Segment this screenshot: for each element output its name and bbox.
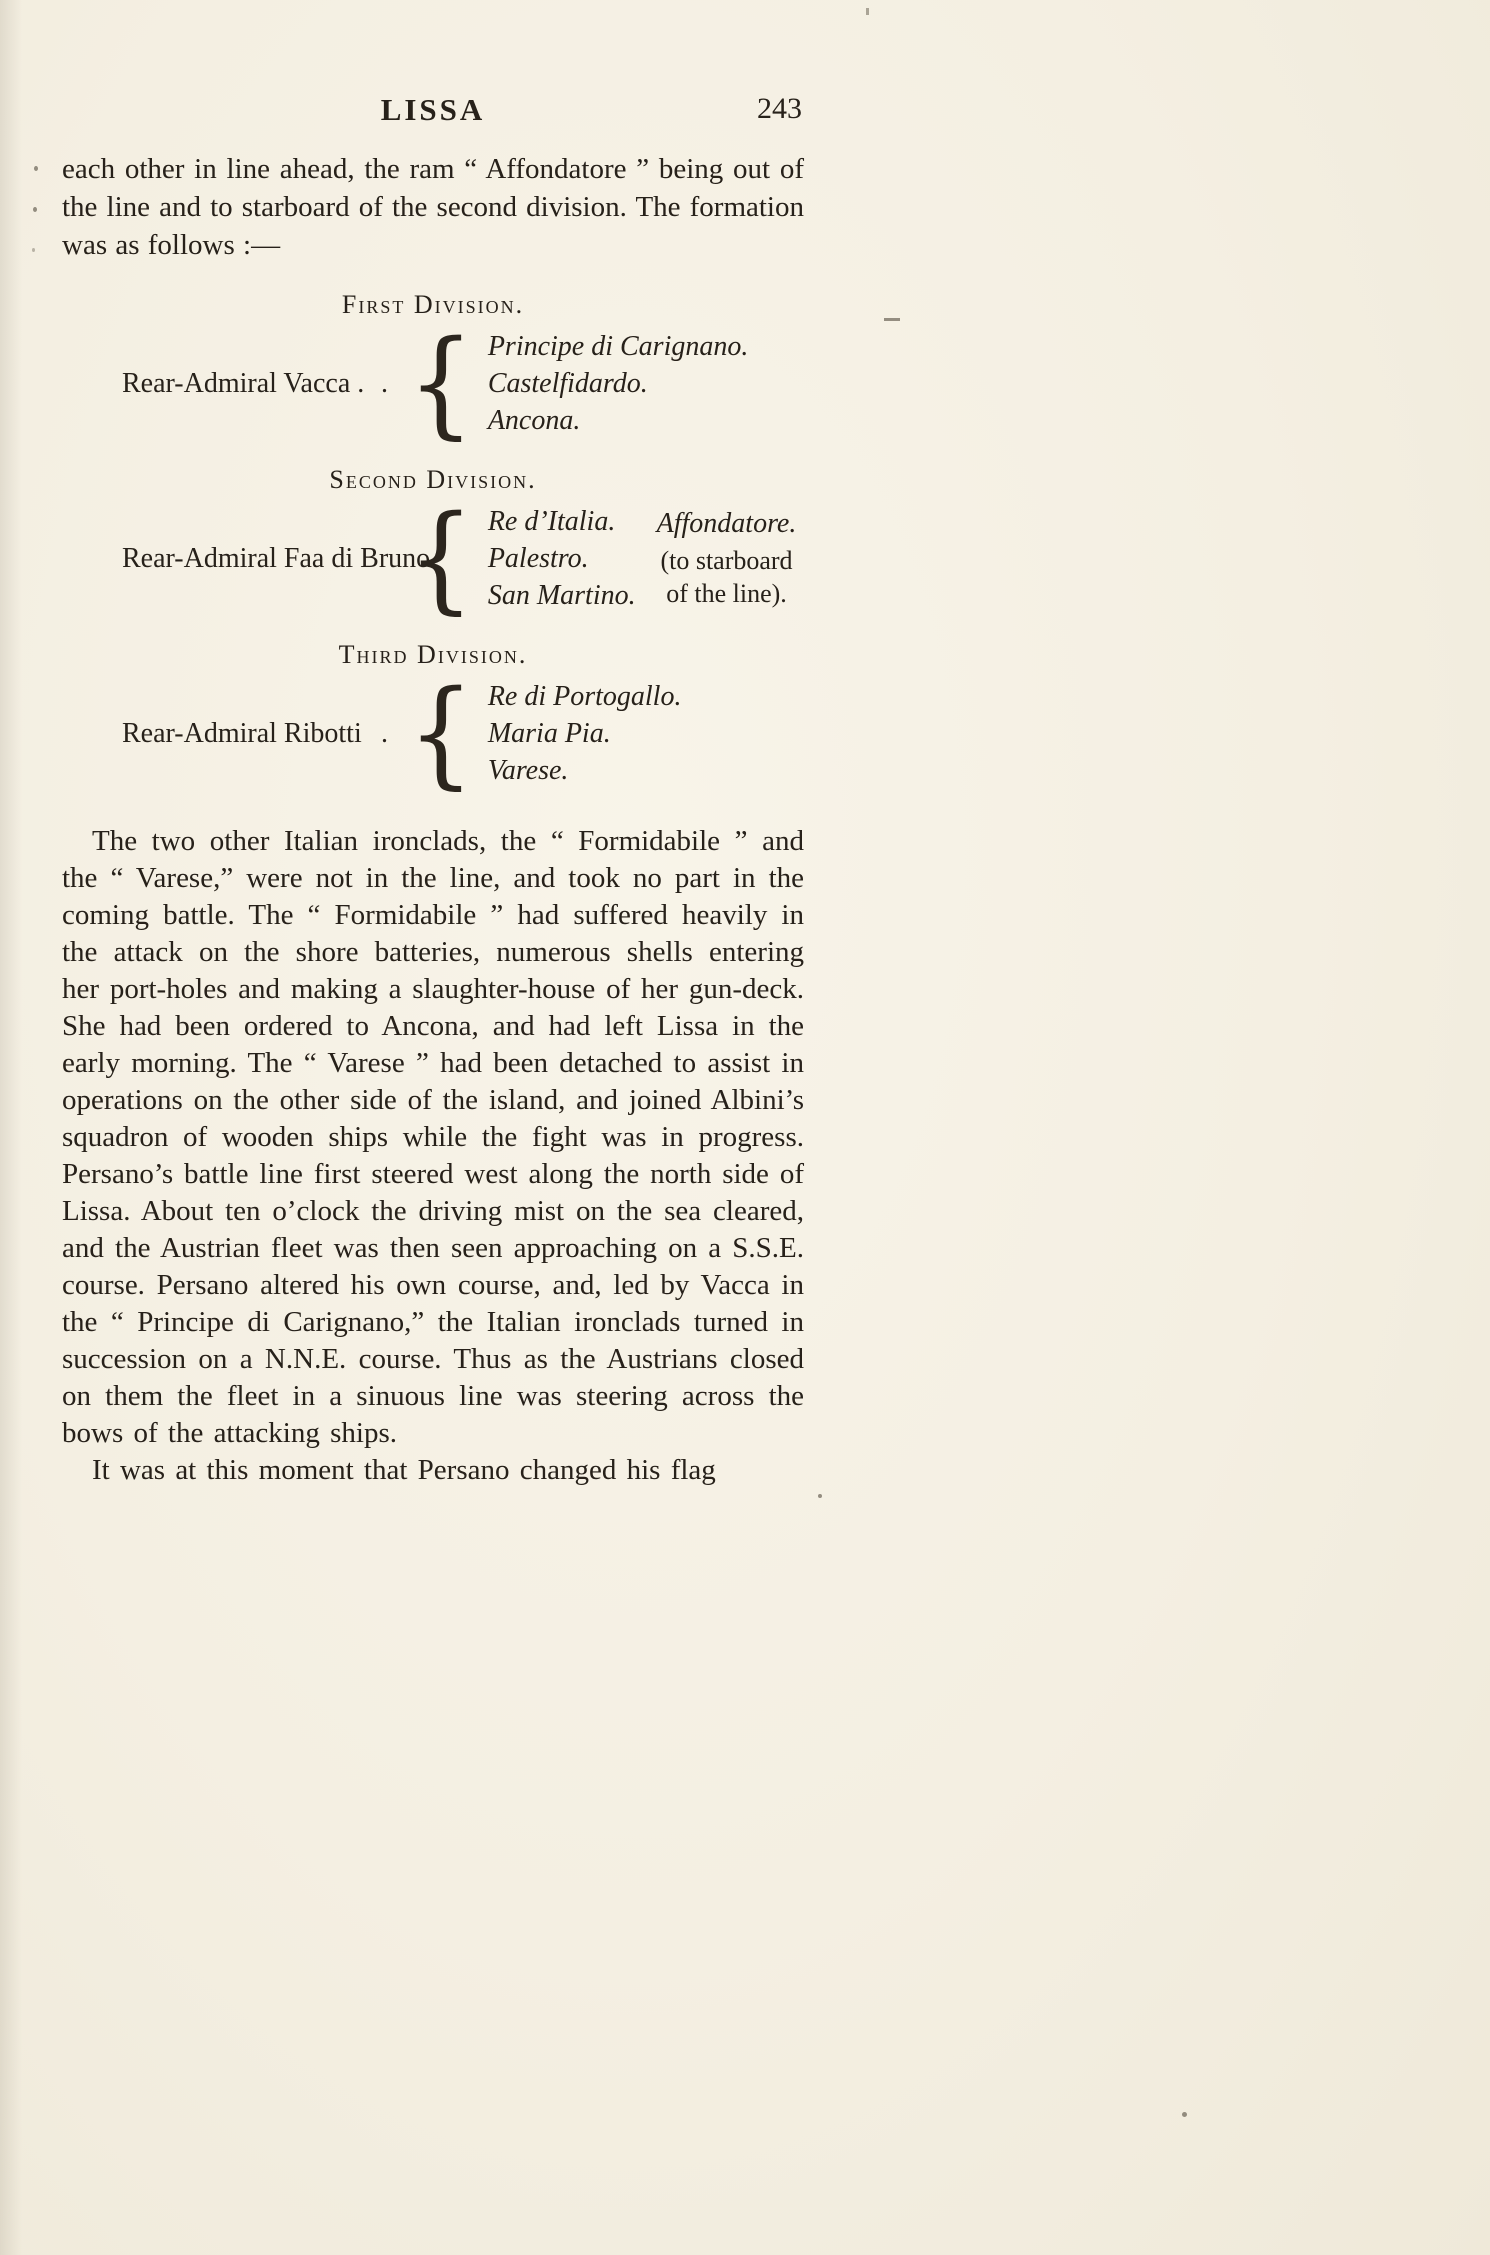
scan-artifact-dot xyxy=(818,1494,822,1498)
admiral-box xyxy=(122,542,431,575)
division-row xyxy=(62,665,804,801)
ship-item: Principe di Carignano. xyxy=(487,331,749,362)
scan-artifact-dot xyxy=(1182,2112,1187,2117)
admiral-name: Rear-Admiral Ribotti xyxy=(122,717,362,749)
closing-paragraph: It was at this moment that Persano changed his flag xyxy=(92,1454,716,1486)
ship-item: Palestro. xyxy=(487,543,589,574)
running-title: LISSA xyxy=(380,92,486,127)
admiral-name: Rear-Admiral Faa di Bruno xyxy=(122,542,431,574)
body-paragraph: The two other Italian ironclads, the “ Formidabile ” and the “ Varese,” were not in the line, and took no part in the coming battle. The “ Formidabile ” had suffered heavily in the attack on the shore batteries, numerous shells entering her port-holes and making a slaughter-house of her gun-deck. She had been ordered to Ancona, and had left Lissa in the early morning. The “ Varese ” had been detached to assist in operations on the other side of the island, and joined Albini’s squadron of wooden ships while the fight was in progress. Persano’s battle line first steered west along the north side of Lissa. About ten o’clock the driving mist on the sea cleared, and the Austrian fleet was then seen approaching on a S.S.E. course. Persano altered his own course, and, led by Vacca in the “ Principe di Carignano,” the Italian ironclads turned in succession on a N.N.E. course. Thus as the Austrians closed on them the fleet in a sinuous line was steering across the bows of the attacking ships. xyxy=(62,825,804,1449)
ship-item: Varese. xyxy=(487,755,569,786)
admiral-name: Rear-Admiral Vacca . xyxy=(122,367,365,399)
division-heading: First Division. xyxy=(341,290,525,319)
ship-item: Maria Pia. xyxy=(487,718,611,749)
brace-glyph: { xyxy=(407,665,475,801)
page-header xyxy=(62,92,804,134)
scan-artifact-dot xyxy=(34,166,38,171)
text-block xyxy=(62,92,804,1489)
ship-list xyxy=(487,328,749,439)
intro-paragraph: each other in line ahead, the ram “ Affondatore ” being out of the line and to starboard of the second division. The formation was as follows :— xyxy=(62,153,804,261)
scan-artifact-dash xyxy=(884,318,900,321)
starboard-note xyxy=(649,508,804,610)
ship-item: Re d’Italia. xyxy=(487,506,616,537)
ship-item: Castelfidardo. xyxy=(487,368,648,399)
division-second xyxy=(62,465,804,626)
brace-glyph: { xyxy=(407,490,475,626)
division-heading: Second Division. xyxy=(329,465,537,494)
division-row xyxy=(62,315,804,451)
page-edge-shade xyxy=(0,0,22,2255)
admiral-box xyxy=(122,718,404,750)
leader-dot: . xyxy=(381,717,388,749)
division-heading: Third Division. xyxy=(338,640,528,669)
scan-artifact-dot xyxy=(32,248,35,252)
ship-list xyxy=(488,678,726,789)
ship-item: Ancona. xyxy=(487,405,581,436)
division-first xyxy=(62,290,804,451)
ship-item: Re di Portogallo. xyxy=(487,681,682,712)
scan-artifact-dot xyxy=(33,207,37,212)
leader-dot: . xyxy=(381,367,388,399)
page-number: 243 xyxy=(757,92,802,125)
note-detail: (to starboard of the line). xyxy=(660,545,793,608)
ship-item: San Martino. xyxy=(487,580,636,611)
note-ship-name: Affondatore. xyxy=(656,507,797,539)
admiral-box xyxy=(122,368,404,400)
division-row xyxy=(62,490,804,626)
ship-list xyxy=(488,503,639,614)
division-third xyxy=(62,640,804,801)
scan-artifact-tick xyxy=(866,8,869,15)
brace-glyph: { xyxy=(407,315,475,451)
